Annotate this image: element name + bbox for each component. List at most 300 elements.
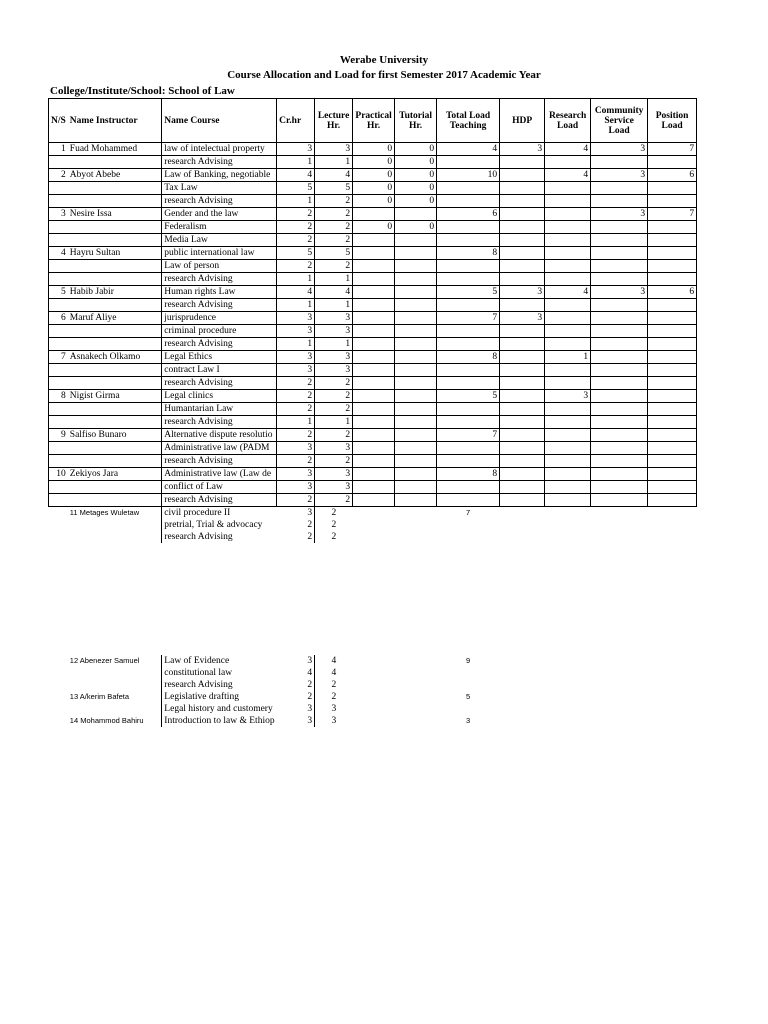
cell-hdp (500, 299, 545, 312)
cell-instructor (68, 299, 162, 312)
cell-ns (49, 338, 68, 351)
cell-lecture: 2 (315, 429, 353, 442)
cell-instructor: Abyot Abebe (68, 169, 162, 182)
cell-course: Administrative law (PADM (162, 442, 277, 455)
cell-course: research Advising (162, 494, 277, 507)
cell-position (648, 221, 697, 234)
cell-crhr: 3 (277, 442, 315, 455)
cell-course: pretrial, Trial & advocacy (162, 519, 277, 531)
cell-tutorial (395, 208, 437, 221)
table-row (49, 195, 697, 208)
cell-research (545, 377, 591, 390)
cell-position (648, 247, 697, 260)
cell-instructor (68, 519, 162, 531)
cell-instructor: Asnakech Olkamo (68, 351, 162, 364)
cell-tutorial (395, 455, 437, 468)
cell-instructor (68, 667, 162, 679)
table-row (49, 481, 697, 494)
cell-crhr: 2 (277, 691, 315, 703)
cell-research (545, 208, 591, 221)
cell-position (648, 390, 697, 403)
blank-gap (49, 543, 697, 655)
cell-ns (49, 299, 68, 312)
cell-tutorial (395, 364, 437, 377)
col-research: Research Load (545, 99, 591, 143)
cell-practical (353, 507, 395, 520)
cell-ns: 7 (49, 351, 68, 364)
cell-ns: 6 (49, 312, 68, 325)
cell-position (648, 655, 697, 667)
cell-ns: 4 (49, 247, 68, 260)
cell-lecture: 3 (315, 364, 353, 377)
cell-lecture: 4 (315, 169, 353, 182)
cell-hdp (500, 416, 545, 429)
cell-lecture: 2 (315, 221, 353, 234)
cell-course: research Advising (162, 531, 277, 543)
cell-practical (353, 442, 395, 455)
cell-hdp (500, 364, 545, 377)
cell-total (437, 667, 500, 679)
cell-practical (353, 655, 395, 667)
cell-research: 4 (545, 143, 591, 156)
cell-position (648, 703, 697, 715)
cell-course: contract Law I (162, 364, 277, 377)
cell-community (591, 234, 648, 247)
cell-tutorial (395, 299, 437, 312)
college-label: College/Institute/School: School of Law (50, 85, 235, 97)
cell-position (648, 351, 697, 364)
cell-lecture: 1 (315, 338, 353, 351)
col-tutorial: Tutorial Hr. (395, 99, 437, 143)
table-row (49, 351, 697, 364)
cell-instructor: Hayru Sultan (68, 247, 162, 260)
cell-practical (353, 273, 395, 286)
cell-course: Legal history and customery (162, 703, 277, 715)
cell-course: public international law (162, 247, 277, 260)
cell-lecture: 1 (315, 416, 353, 429)
cell-lecture: 2 (315, 234, 353, 247)
cell-hdp: 3 (500, 286, 545, 299)
cell-research (545, 364, 591, 377)
cell-research (545, 667, 591, 679)
cell-ns: 3 (49, 208, 68, 221)
cell-lecture: 4 (331, 656, 337, 666)
cell-course: Legal clinics (162, 390, 277, 403)
cell-research (545, 531, 591, 543)
cell-research (545, 455, 591, 468)
cell-crhr: 1 (277, 416, 315, 429)
cell-instructor (68, 703, 162, 715)
cell-hdp (500, 260, 545, 273)
cell-crhr: 2 (277, 208, 315, 221)
cell-hdp (500, 273, 545, 286)
cell-position (648, 715, 697, 727)
cell-ns (49, 442, 68, 455)
cell-practical (353, 531, 395, 543)
cell-practical (353, 429, 395, 442)
table-row (49, 247, 697, 260)
cell-instructor: 11 Metages Wuletaw (69, 508, 140, 517)
cell-tutorial (395, 715, 437, 727)
table-row (49, 286, 697, 299)
cell-community (591, 455, 648, 468)
cell-course: Gender and the law (162, 208, 277, 221)
cell-community (591, 519, 648, 531)
table-row (49, 299, 697, 312)
cell-community (591, 364, 648, 377)
cell-community (591, 156, 648, 169)
table-row (49, 260, 697, 273)
table-row (49, 679, 697, 691)
cell-practical: 0 (353, 169, 395, 182)
cell-crhr: 2 (277, 260, 315, 273)
cell-course: Media Law (162, 234, 277, 247)
table-row (49, 519, 697, 531)
cell-total (437, 494, 500, 507)
cell-crhr: 3 (277, 715, 315, 727)
cell-total: 5 (466, 692, 471, 701)
table-row (49, 655, 697, 667)
cell-lecture: 3 (315, 325, 353, 338)
cell-practical (353, 312, 395, 325)
cell-practical (353, 481, 395, 494)
cell-practical (353, 455, 395, 468)
cell-practical (353, 703, 395, 715)
cell-practical (353, 494, 395, 507)
cell-position (648, 299, 697, 312)
cell-course: Human rights Law (162, 286, 277, 299)
cell-tutorial (395, 351, 437, 364)
cell-tutorial (395, 416, 437, 429)
cell-community (591, 299, 648, 312)
cell-crhr: 2 (277, 234, 315, 247)
cell-crhr: 3 (277, 655, 315, 667)
cell-research (545, 442, 591, 455)
cell-instructor (68, 234, 162, 247)
cell-ns: 9 (49, 429, 68, 442)
cell-ns (49, 507, 68, 520)
cell-tutorial: 0 (395, 156, 437, 169)
cell-instructor (68, 325, 162, 338)
cell-total (437, 531, 500, 543)
cell-course: Administrative law (Law de (162, 468, 277, 481)
cell-position (648, 481, 697, 494)
cell-lecture: 2 (315, 494, 353, 507)
cell-ns (49, 691, 68, 703)
cell-position (648, 416, 697, 429)
cell-tutorial (395, 377, 437, 390)
cell-lecture: 2 (331, 532, 337, 542)
table-row (49, 208, 697, 221)
cell-research (545, 507, 591, 520)
cell-hdp (500, 247, 545, 260)
cell-ns (49, 455, 68, 468)
cell-course: jurisprudence (162, 312, 277, 325)
cell-research (545, 221, 591, 234)
cell-community: 3 (591, 169, 648, 182)
cell-position (648, 403, 697, 416)
cell-community (591, 715, 648, 727)
cell-research: 1 (545, 351, 591, 364)
cell-total: 7 (437, 312, 500, 325)
cell-hdp (500, 338, 545, 351)
cell-lecture: 2 (315, 208, 353, 221)
cell-instructor (68, 377, 162, 390)
cell-practical (353, 351, 395, 364)
cell-tutorial (395, 325, 437, 338)
cell-practical (353, 403, 395, 416)
cell-total (437, 325, 500, 338)
cell-research (545, 468, 591, 481)
cell-hdp (500, 442, 545, 455)
cell-hdp (500, 182, 545, 195)
cell-crhr: 2 (277, 429, 315, 442)
cell-instructor: 13 A/kerim Bafeta (69, 692, 129, 701)
cell-practical (353, 234, 395, 247)
cell-tutorial (395, 494, 437, 507)
cell-total: 3 (466, 716, 471, 725)
cell-instructor: Nesire Issa (68, 208, 162, 221)
cell-hdp (500, 169, 545, 182)
table-body (49, 143, 697, 507)
cell-crhr: 3 (277, 351, 315, 364)
cell-position (648, 691, 697, 703)
table-row (49, 156, 697, 169)
cell-hdp (500, 667, 545, 679)
cell-total (437, 221, 500, 234)
cell-position (648, 455, 697, 468)
cell-lecture: 2 (315, 195, 353, 208)
cell-course: research Advising (162, 416, 277, 429)
allocation-table-wrapper (48, 98, 697, 727)
cell-community (591, 468, 648, 481)
cell-tutorial (395, 519, 437, 531)
cell-crhr: 3 (277, 703, 315, 715)
cell-ns (49, 273, 68, 286)
cell-hdp (500, 390, 545, 403)
table-row (49, 169, 697, 182)
table-row (49, 312, 697, 325)
table-row (49, 494, 697, 507)
table-row (49, 221, 697, 234)
cell-crhr: 3 (277, 507, 315, 520)
cell-instructor: Habib Jabir (68, 286, 162, 299)
cell-community (591, 195, 648, 208)
table-row (49, 182, 697, 195)
cell-instructor: Zekiyos Jara (68, 468, 162, 481)
cell-course: research Advising (162, 338, 277, 351)
cell-ns (49, 377, 68, 390)
table-row (49, 667, 697, 679)
cell-research (545, 679, 591, 691)
cell-tutorial (395, 429, 437, 442)
cell-community (591, 377, 648, 390)
cell-total (437, 481, 500, 494)
cell-instructor (68, 494, 162, 507)
cell-crhr: 2 (277, 221, 315, 234)
cell-ns (49, 667, 68, 679)
cell-total: 7 (437, 429, 500, 442)
cell-lecture: 2 (331, 692, 337, 702)
cell-ns (49, 481, 68, 494)
cell-research (545, 234, 591, 247)
cell-crhr: 3 (277, 312, 315, 325)
cell-tutorial (395, 390, 437, 403)
table-row (49, 507, 697, 520)
cell-community (591, 667, 648, 679)
cell-community (591, 679, 648, 691)
cell-tutorial (395, 481, 437, 494)
cell-instructor: Salfiso Bunaro (68, 429, 162, 442)
cell-position (648, 494, 697, 507)
cell-practical (353, 715, 395, 727)
cell-crhr: 1 (277, 156, 315, 169)
table-row (49, 455, 697, 468)
cell-lecture: 5 (315, 182, 353, 195)
cell-total (437, 182, 500, 195)
table-row (49, 377, 697, 390)
cell-research (545, 312, 591, 325)
cell-instructor (68, 364, 162, 377)
cell-crhr: 3 (277, 364, 315, 377)
cell-community (591, 247, 648, 260)
cell-total: 5 (437, 390, 500, 403)
cell-ns (49, 325, 68, 338)
cell-practical: 0 (353, 182, 395, 195)
cell-research (545, 429, 591, 442)
cell-course: research Advising (162, 273, 277, 286)
cell-hdp (500, 156, 545, 169)
cell-crhr: 4 (277, 286, 315, 299)
cell-hdp (500, 221, 545, 234)
cell-hdp (500, 234, 545, 247)
cell-tutorial (395, 286, 437, 299)
cell-position: 7 (648, 143, 697, 156)
cell-tutorial: 0 (395, 182, 437, 195)
cell-instructor: 12 Abenezer Samuel (69, 656, 140, 665)
cell-community (591, 703, 648, 715)
cell-crhr: 3 (277, 325, 315, 338)
cell-tutorial (395, 338, 437, 351)
cell-practical (353, 338, 395, 351)
cell-course: Tax Law (162, 182, 277, 195)
cell-ns: 8 (49, 390, 68, 403)
cell-practical: 0 (353, 156, 395, 169)
cell-lecture: 2 (315, 455, 353, 468)
cell-community (591, 221, 648, 234)
cell-hdp (500, 377, 545, 390)
cell-practical (353, 364, 395, 377)
cell-community: 3 (591, 143, 648, 156)
cell-instructor (68, 182, 162, 195)
cell-lecture: 3 (331, 704, 337, 714)
cell-hdp: 3 (500, 312, 545, 325)
cell-crhr: 3 (277, 481, 315, 494)
cell-ns (49, 156, 68, 169)
cell-community (591, 429, 648, 442)
cell-community (591, 494, 648, 507)
cell-course: conflict of Law (162, 481, 277, 494)
cell-total: 7 (466, 508, 471, 517)
cell-total: 6 (437, 208, 500, 221)
cell-lecture: 2 (315, 377, 353, 390)
cell-total: 8 (437, 351, 500, 364)
cell-instructor: 14 Mohammod Bahiru (69, 716, 144, 725)
cell-hdp (500, 481, 545, 494)
cell-lecture: 3 (315, 442, 353, 455)
table-row (49, 234, 697, 247)
cell-practical (353, 416, 395, 429)
cell-crhr: 2 (277, 531, 315, 543)
cell-research (545, 299, 591, 312)
cell-tutorial (395, 667, 437, 679)
cell-practical (353, 377, 395, 390)
cell-community (591, 403, 648, 416)
cell-practical: 0 (353, 195, 395, 208)
cell-position (648, 364, 697, 377)
cell-practical (353, 247, 395, 260)
cell-practical (353, 260, 395, 273)
cell-position (648, 468, 697, 481)
cell-ns (49, 182, 68, 195)
cell-instructor (68, 442, 162, 455)
cell-lecture: 3 (315, 468, 353, 481)
cell-crhr: 2 (277, 519, 315, 531)
cell-hdp (500, 455, 545, 468)
cell-position (648, 312, 697, 325)
cell-hdp (500, 208, 545, 221)
cell-research (545, 273, 591, 286)
cell-research (545, 338, 591, 351)
cell-total (437, 377, 500, 390)
cell-course: research Advising (162, 195, 277, 208)
table-row (49, 403, 697, 416)
cell-research (545, 703, 591, 715)
cell-hdp (500, 494, 545, 507)
cell-practical (353, 208, 395, 221)
cell-total (437, 416, 500, 429)
cell-tutorial (395, 273, 437, 286)
cell-community (591, 312, 648, 325)
cell-tutorial: 0 (395, 143, 437, 156)
col-hdp: HDP (500, 99, 545, 143)
cell-instructor (68, 260, 162, 273)
cell-lecture: 3 (315, 143, 353, 156)
cell-position (648, 442, 697, 455)
cell-course: research Advising (162, 679, 277, 691)
cell-position (648, 679, 697, 691)
cell-total: 9 (466, 656, 471, 665)
cell-crhr: 5 (277, 247, 315, 260)
cell-tutorial (395, 312, 437, 325)
allocation-table (48, 98, 697, 727)
cell-community (591, 273, 648, 286)
cell-tutorial: 0 (395, 221, 437, 234)
cell-course: Alternative dispute resolutio (162, 429, 277, 442)
cell-crhr: 3 (277, 468, 315, 481)
cell-position: 6 (648, 286, 697, 299)
cell-community (591, 351, 648, 364)
cell-hdp (500, 468, 545, 481)
cell-ns: 1 (49, 143, 68, 156)
cell-practical (353, 468, 395, 481)
cell-practical (353, 299, 395, 312)
cell-ns: 5 (49, 286, 68, 299)
cell-practical (353, 667, 395, 679)
cell-course: civil procedure II (162, 507, 277, 520)
cell-crhr: 2 (277, 403, 315, 416)
cell-tutorial (395, 703, 437, 715)
